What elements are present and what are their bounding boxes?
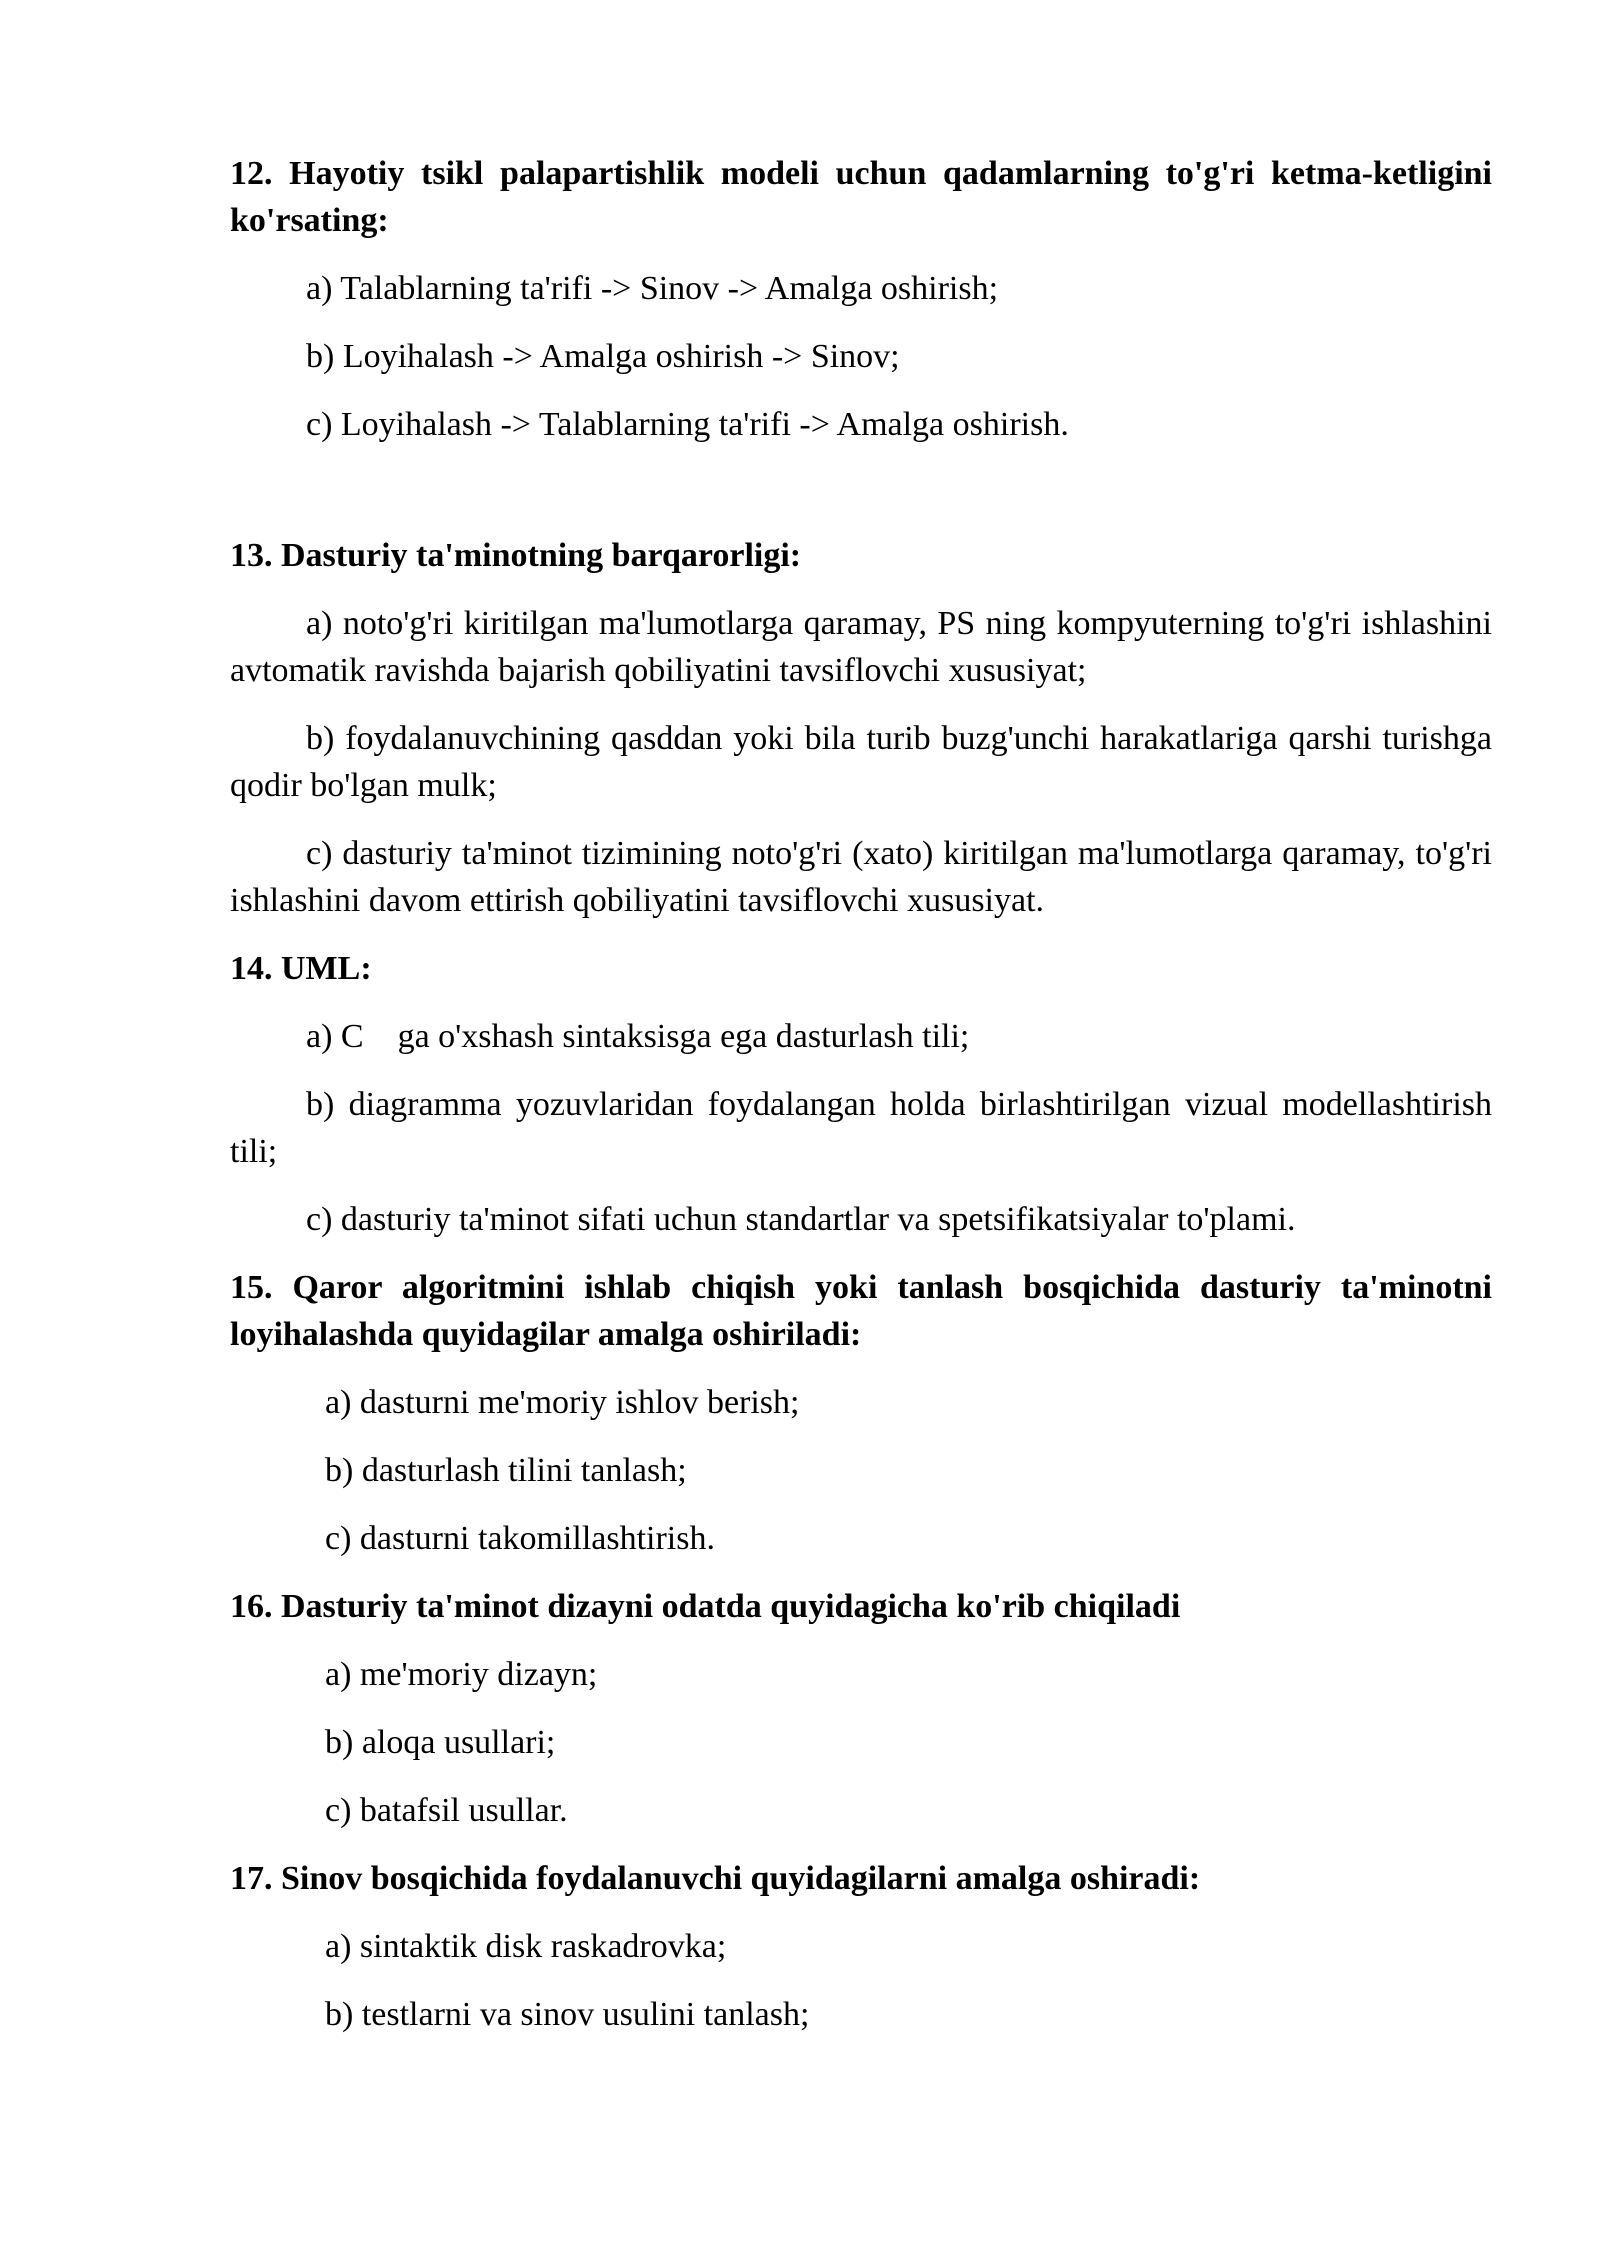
question-13-option-c: c) dasturiy ta'minot tizimining noto'g'ri (xato) kiritilgan ma'lumotlarga qaramay, to'g'ri ishlashini davom ettirish qobiliyatini tavsiflovchi xususiyat. xyxy=(230,835,1492,919)
question-13-option-b: b) foydalanuvchining qasddan yoki bila turib buzg'unchi harakatlariga qarshi turishga qodir bo'lgan mulk; xyxy=(230,720,1492,804)
question-13: 13. Dasturiy ta'minotning barqarorligi: xyxy=(230,537,802,574)
question-17: 17. Sinov bosqichida foydalanuvchi quyidagilarni amalga oshiradi: xyxy=(230,1860,1201,1897)
question-16-option-a: a) me'moriy dizayn; xyxy=(325,1656,598,1693)
question-16: 16. Dasturiy ta'minot dizayni odatda quyidagicha ko'rib chiqiladi xyxy=(230,1588,1181,1625)
question-16-option-c: c) batafsil usullar. xyxy=(325,1792,568,1829)
question-14: 14. UML: xyxy=(230,950,372,987)
question-12-option-a: a) Talablarning ta'rifi -> Sinov -> Amalga oshirish; xyxy=(306,270,999,307)
question-15-option-c: c) dasturni takomillashtirish. xyxy=(325,1520,715,1557)
question-17-option-b: b) testlarni va sinov usulini tanlash; xyxy=(325,1996,810,2033)
document-content xyxy=(230,150,1492,2038)
question-12-option-b: b) Loyihalash -> Amalga oshirish -> Sinov; xyxy=(306,338,900,375)
question-12-option-c: c) Loyihalash -> Talablarning ta'rifi -> Amalga oshirish. xyxy=(306,406,1069,443)
question-14-option-a: a) C ga o'xshash sintaksisga ega dasturlash tili; xyxy=(306,1018,970,1055)
question-14-option-c: c) dasturiy ta'minot sifati uchun standartlar va spetsifikatsiyalar to'plami. xyxy=(306,1201,1296,1238)
question-16-option-b: b) aloqa usullari; xyxy=(325,1724,556,1761)
question-13-option-a: a) noto'g'ri kiritilgan ma'lumotlarga qaramay, PS ning kompyuterning to'g'ri ishlashini avtomatik ravishda bajarish qobiliyatini tavsiflovchi xususiyat; xyxy=(230,605,1492,689)
question-15-option-a: a) dasturni me'moriy ishlov berish; xyxy=(325,1384,800,1421)
question-17-option-a: a) sintaktik disk raskadrovka; xyxy=(325,1928,727,1965)
question-15: 15. Qaror algoritmini ishlab chiqish yoki tanlash bosqichida dasturiy ta'minotni loyihalashda quyidagilar amalga oshiriladi: xyxy=(230,1269,1492,1353)
question-14-option-b: b) diagramma yozuvlaridan foydalangan holda birlashtirilgan vizual modellashtirish tili; xyxy=(230,1086,1492,1170)
question-12: 12. Hayotiy tsikl palapartishlik modeli uchun qadamlarning to'g'ri ketma-ketligini ko'rsating: xyxy=(230,155,1492,239)
question-15-option-b: b) dasturlash tilini tanlash; xyxy=(325,1452,687,1489)
